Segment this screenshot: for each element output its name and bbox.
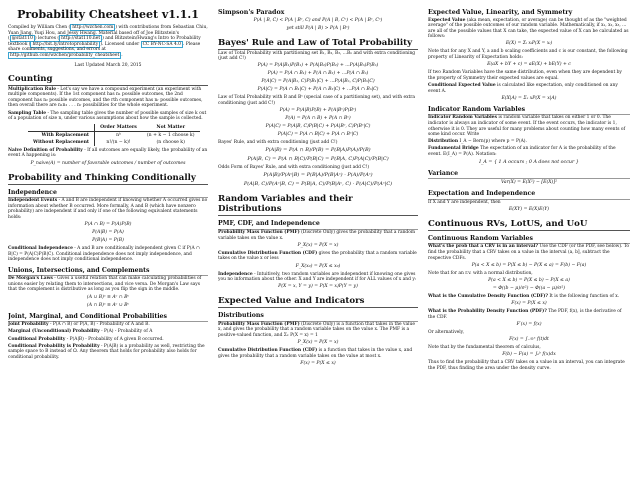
equation: P(A|B) = P(A): [92, 229, 124, 235]
equation: P(a < X ≤ b) = P(X ≤ b) − P(X ≤ a): [488, 277, 570, 283]
question: What is the Probability Density Function (PDF)?: [428, 309, 547, 315]
term: Distribution: [428, 139, 459, 145]
intro-text: ) lectures (: [34, 36, 60, 42]
equation: E(aX + bY + c) = aE(X) + bE(Y) + c: [487, 62, 571, 68]
equation: P(A|C) = P(A ∩ B|C) + P(A ∩ Bᶜ|C): [277, 132, 359, 138]
equation: P_X(x) = P(X = x): [297, 340, 339, 346]
answer: Use the CDF (or the PDF, see below). To find the probability that a CRV takes on a value in the interval (a, b], subtract the respective CDFs.: [428, 244, 630, 261]
equation: P(A|B)/P(Aᶜ|B) = P(B|A)/P(B|Aᶜ) · P(A)/P(Aᶜ): [263, 172, 373, 179]
pmf-definition-2: [218, 322, 418, 339]
intro-text: . Please share comments, suggestions, and errors at: [8, 41, 201, 53]
subsection-heading-variance: Variance: [428, 170, 630, 180]
equation: F(b) − F(a) = ∫ₐᵇ f(x)dx: [502, 352, 556, 358]
table-cell: (n + k − 1 choose k): [146, 132, 195, 138]
equation: P(A|B, C) = P(A ∩ B|C)/P(B|C) = P(B|A, C)P(A|C)/P(B|C): [247, 156, 389, 163]
bayes-intro: Bayes' Rule, and with extra conditioning (just add C!): [218, 140, 338, 146]
term: Conditional Independence: [8, 245, 73, 251]
definition: I_A ∼ Bern(p) where p = P(A).: [458, 139, 527, 145]
multiplication-rule: [8, 87, 208, 109]
subsection-heading-distributions: Distributions: [218, 312, 418, 322]
de-morgans-laws: [8, 276, 208, 293]
ltp2-intro: Law of Total Probability with B and Bᶜ (special case of a partitioning set), and with extra conditioning (just add C!): [218, 95, 416, 106]
table-cell: nᵏ: [116, 132, 121, 138]
subsection-heading-pmf: PMF, CDF, and Independence: [218, 220, 418, 230]
pdf-question: [428, 309, 630, 320]
question: What is the Cumulative Density Function (CDF)?: [428, 293, 548, 299]
term: Marginal (Unconditional) Probability: [8, 329, 100, 335]
intro-paragraph: [8, 25, 208, 59]
term: Conditional Probability: [8, 336, 66, 342]
equation: P(A) = P(A|B)P(B) + P(A|Bᶜ)P(Bᶜ): [279, 108, 357, 114]
textbook-link[interactable]: http://bit.ly/introtoprobability: [32, 41, 99, 47]
expected-value-definition: [428, 18, 630, 40]
ltp-intro: Law of Total Probability with partitioning set B₁, B₂, B₃, ...Bₙ and with extra conditioning (just add C!): [218, 50, 416, 62]
equation: F_X(x₀) = P(X ≤ x₀): [295, 263, 341, 269]
odds-intro: Odds Form of Bayes' Rule, and with extra conditioning (just add C!): [218, 165, 370, 171]
definition: is random variable that takes on either 1 or 0. The indicator is always an indicator of some event. If the event occurs, the indicator is 1, otherwise it is 0. They are useful for many problems about counting how many events of some kind occur. Write: [428, 115, 626, 138]
equation: P(A|C) = P(A ∩ B₁|C) + P(A ∩ B₂|C) + ...P(A ∩ Bₙ|C): [257, 87, 379, 93]
conditional-is-probability: [8, 344, 208, 361]
table-cell: n!/(n − k)!: [106, 139, 131, 145]
term: Joint Probability: [8, 322, 49, 328]
definition: - The sampling table gives the number of possible samples of size k out of a population of size n, under various assumptions about how the sample is collected.: [8, 110, 207, 122]
term: Probability Mass Function (PMF): [218, 229, 300, 235]
equation: Var(X) = E(X²) − [E(X)]²: [501, 180, 557, 186]
definition: is calculated like expectation, only conditioned on any event A.: [428, 83, 618, 94]
conditional-ev: [428, 83, 630, 94]
indicator-case-equation: I_A = { 1 A occurs ; 0 A does not occur }: [479, 159, 579, 165]
equation: E(X|A) = Σₓ xP(X = x|A): [501, 95, 557, 101]
equation: F(x) = P(X ≤ x): [511, 301, 547, 307]
equation: P(a < X ≤ b) = P(X ≤ b) − P(X ≤ a) = F(b) − F(a): [471, 262, 587, 268]
sampling-table: [28, 124, 200, 146]
table-corner: [28, 124, 95, 132]
author-link[interactable]: http://wzchen.com: [72, 25, 114, 30]
cdf-definition: [218, 251, 418, 262]
section-heading-counting: Counting: [8, 74, 208, 86]
pdf-alternative: Or alternatively,: [428, 329, 464, 335]
subsection-heading-independence: Independence: [8, 189, 208, 199]
section-heading-conditional: Probability and Thinking Conditionally: [8, 173, 208, 185]
term: Multiplication Rule: [8, 86, 56, 92]
marginal-probability: [8, 329, 208, 335]
table-row-without-replacement: Without Replacement: [28, 139, 95, 146]
rv-independence: [218, 272, 418, 283]
term: Naive Definition of Probability: [8, 147, 83, 153]
intro-text: Compiled by William Chen (: [8, 25, 71, 30]
term: Sampling Table: [8, 110, 47, 116]
section-heading-random-variables: Random Variables and their Distributions: [218, 194, 418, 216]
table-cell: (n choose k): [156, 139, 185, 145]
term: Conditional Probability is Probability: [8, 343, 100, 349]
definition: - Let's say we have a compound experiment (an experiment with multiple components). If the 1st component has n₁ possible outcomes, the 2nd component has n₂ possible outcomes, and the rth component has nᵣ possible outcomes, then overall there are n₁n₂ . . . nᵣ possibilities for the whole experiment.: [8, 86, 203, 109]
subsection-heading-crv: Continuous Random Variables: [428, 235, 630, 245]
course-link[interactable]: http://stat110.net: [61, 36, 101, 42]
intro-text: ) with contributions from Sebastian Chiu, Yuan Jiang, Yuqi Hou, and Jessy Hwang. Material based off of Joe Blitzstein's (: [8, 25, 208, 42]
intro-text: ) and Blitzstein/Hwang's Intro to Probability textbook (: [8, 36, 201, 47]
eai-text: If X and Y are independent, then: [428, 199, 501, 205]
definition: - Intuitively, two random variables are independent if knowing one gives you no information about the other. X and Y are independent if for ALL values of x and y:: [218, 271, 417, 283]
fundamental-bridge: [428, 146, 630, 157]
definition: The expectation of an indicator for A is the probability of the event. E(I_A) = P(A). Notation:: [428, 146, 616, 158]
equation: P(B|A) = P(B): [92, 237, 124, 243]
last-updated: Last Updated March 20, 2015: [74, 62, 142, 68]
table-row-with-replacement: With Replacement: [28, 131, 95, 139]
equation: P(A) = P(A ∩ B₁) + P(A ∩ B₂) + ...P(A ∩ Bₙ): [267, 71, 369, 77]
naive-definition: [8, 148, 208, 159]
section-heading-expected-value: Expected Value and Indicators: [218, 296, 418, 308]
joint-probability: [8, 322, 208, 328]
term: Independent Events: [8, 198, 58, 203]
answer: The PDF, f(x), is the derivative of the CDF.: [428, 309, 622, 320]
column-middle: [218, 6, 418, 490]
term: Expected Value: [428, 17, 466, 23]
indicator-definition: [428, 115, 630, 137]
definition: - P(A|B) - Probability of A given B occurred.: [65, 336, 164, 342]
table-header-not-matter: Not Matter: [142, 124, 200, 132]
subsection-heading-unions: Unions, Intersections, and Complements: [8, 267, 208, 277]
column-left: [8, 6, 208, 490]
term: Cumulative Distribution Function (CDF): [218, 348, 318, 354]
column-right: [428, 6, 630, 490]
page-title: Probability Cheatsheet v1.1.1: [17, 8, 199, 21]
equation: yet still P(A | B) > P(A | Bᶜ): [286, 25, 350, 31]
equation: F(x) = ∫₋∞ˣ f(t)dt: [509, 337, 549, 343]
definition: (Discrete Only) gives the probability that a random variable takes on the value x.: [218, 229, 416, 241]
definition: - A and B are independent if knowing whether A occurred gives no information about whether B occurred. More formally, A and B (which have nonzero probability) are independent if and only if one of the following equivalent statements holds:: [8, 198, 208, 220]
crv-normal-note: Note that for an r.v. with a normal distribution,: [428, 270, 533, 276]
license-link[interactable]: CC BY-NC-SA 4.0: [142, 41, 181, 47]
crv-interval: [428, 244, 630, 261]
intro-text: .: [121, 52, 123, 58]
term: Conditional Expected Value: [428, 83, 496, 89]
equation: P(A) = P(A|B₁)P(B₁) + P(A|B₂)P(B₂) + ...P(A|Bₙ)P(Bₙ): [257, 63, 379, 69]
naive-equation: P_naive(A) = number of favorable outcomes / number of outcomes: [30, 160, 186, 166]
linearity-note: Note that for any X and Y, a and b scaling coefficients and c is our constant, the following property of Linearity of Expectation holds:: [428, 49, 628, 61]
twitter-link[interactable]: @stat110: [11, 36, 33, 42]
equation: P_X(x) = P(X = x): [297, 242, 339, 248]
equation: P(A|B) = P(A ∩ B)/P(B) = P(B|A)P(A)/P(B): [265, 147, 371, 154]
definition: - A and B are conditionally independent given C if P(A ∩ B|C) = P(A|C)P(B|C). Conditional independence does not imply independence, and independence does not imply conditional independence.: [8, 245, 200, 263]
definition: (aka mean, expectation, or average) can be thought of as the "weighted average" of the possible outcomes of our random variable. Mathematically, if x₁, x₂, x₃, ... are all of the possible values that X can take, the expected value of X can be calculated as follows:: [428, 17, 629, 40]
equation: = Φ((b − μ)/σ²) − Φ((a − μ)/σ²): [492, 285, 566, 291]
equation: (A ∩ B)ᶜ ≡ Aᶜ ∪ Bᶜ: [86, 302, 130, 308]
subsection-heading-expectation-independence: Expectation and Independence: [428, 190, 630, 200]
definition: - P(A) - Probability of A: [99, 329, 153, 335]
cdf-question: [428, 294, 630, 300]
equation: P(A|C) = P(A|B, C)P(B|C) + P(A|Bᶜ, C)P(Bᶜ|C): [265, 124, 371, 130]
term: De Morgan's Laws: [8, 276, 53, 282]
definition: is a function that takes in the value x, and gives the probability that a random variable takes on the value at most x.: [218, 348, 413, 359]
subsection-heading-simpson: Simpson's Paradox: [218, 9, 285, 16]
independent-events: [8, 198, 208, 220]
section-heading-bayes: Bayes' Rule and Law of Total Probability: [218, 38, 418, 50]
subsection-heading-indicator: Indicator Random Variables: [428, 106, 630, 116]
equation: P(A) = P(A ∩ B) + P(A ∩ Bᶜ): [285, 116, 351, 122]
equation: F′(x) = f(x): [516, 321, 542, 327]
equation: (A ∪ B)ᶜ ≡ Aᶜ ∩ Bᶜ: [86, 294, 130, 300]
question: What's the prob that a CRV is in an interval?: [428, 244, 538, 250]
crv-conclusion: Thus to find the probability that a CRV takes on a value in an interval, you can integrate the PDF, thus finding the area under the density curve.: [428, 360, 625, 371]
definition: gives the probability that a random variable takes on the value x or less: [218, 250, 417, 262]
sampling-table-intro: [8, 111, 208, 122]
equation: P(A ∩ B) = P(A)P(B): [84, 221, 132, 227]
equation: F(x) = P(X ≤ x): [300, 360, 336, 366]
ftc-note: Note that by the fundamental theorem of calculus,: [428, 345, 541, 351]
intro-text: ). Licensed under: [100, 41, 141, 47]
equation: P(X = x, Y = y) = P(X = x)P(Y = y): [278, 284, 358, 290]
definition: - P(A|B) is a probability as well, restricting the sample space to B instead of Ω. Any theorem that holds for probability also holds for conditional probability.: [8, 343, 205, 360]
term: Fundamental Bridge: [428, 146, 479, 152]
equation: P(A|B, C)/P(Aᶜ|B, C) = P(B|A, C)/P(B|Aᶜ, C) · P(A|C)/P(Aᶜ|C): [243, 181, 393, 188]
definition: - P(A ∩ B) or P(A, B) - Probability of A and B.: [48, 322, 150, 328]
subsection-heading-joint: Joint, Marginal, and Conditional Probabilities: [8, 313, 208, 323]
equation: P(A | B, C) < P(A | Bᶜ, C) and P(A | B, Cᶜ) < P(A | Bᶜ, Cᶜ): [253, 17, 383, 23]
equation: P(A|C) = P(A|B₁, C)P(B₁|C) + ...P(A|Bₙ, C)P(Bₙ|C): [261, 79, 375, 85]
definition: - If all outcomes are equally likely, the probability of an event A happening is:: [8, 147, 208, 159]
indicator-distribution: [428, 139, 630, 145]
equation: E(X) = Σᵢ xᵢP(X = xᵢ): [505, 41, 553, 47]
definition: - Gives a useful relation that can make calculating probabilities of unions easier by relating them to intersections, and vice versa. De Morgan's Law says that the complement is distributive as long as you flip the sign in the middle.: [8, 276, 202, 293]
answer: It is the following function of x.: [547, 293, 620, 299]
term: Probability Mass Function (PMF): [218, 321, 300, 327]
github-link[interactable]: http://github.com/wzchen/probability_cheatsheet: [10, 52, 120, 58]
cdf-definition-2: [218, 348, 418, 359]
conditional-independence: [8, 246, 208, 263]
subsection-heading-elsu: Expected Value, Linearity, and Symmetry: [428, 9, 573, 16]
section-heading-continuous: Continuous RVs, LotUS, and UoU: [428, 219, 630, 231]
term: Independence: [218, 271, 253, 277]
symmetry-text: If two Random Variables have the same distribution, even when they are dependent by the property of Symmetry their expected values are equal.: [428, 70, 622, 81]
definition: (Discrete Only) is a function that takes in the value x, and gives the probability that a random variable takes on the value x. The PMF is a positive-valued function, and Σₓ P(X = x) = 1: [218, 321, 415, 338]
pmf-definition: [218, 230, 418, 241]
table-header-order-matters: Order Matters: [95, 124, 142, 132]
conditional-probability: [8, 337, 208, 343]
term: Indicator Random Variables: [428, 115, 497, 121]
term: Cumulative Distribution Function (CDF): [218, 250, 318, 256]
equation: E(XY) = E(X)E(Y): [508, 206, 550, 212]
